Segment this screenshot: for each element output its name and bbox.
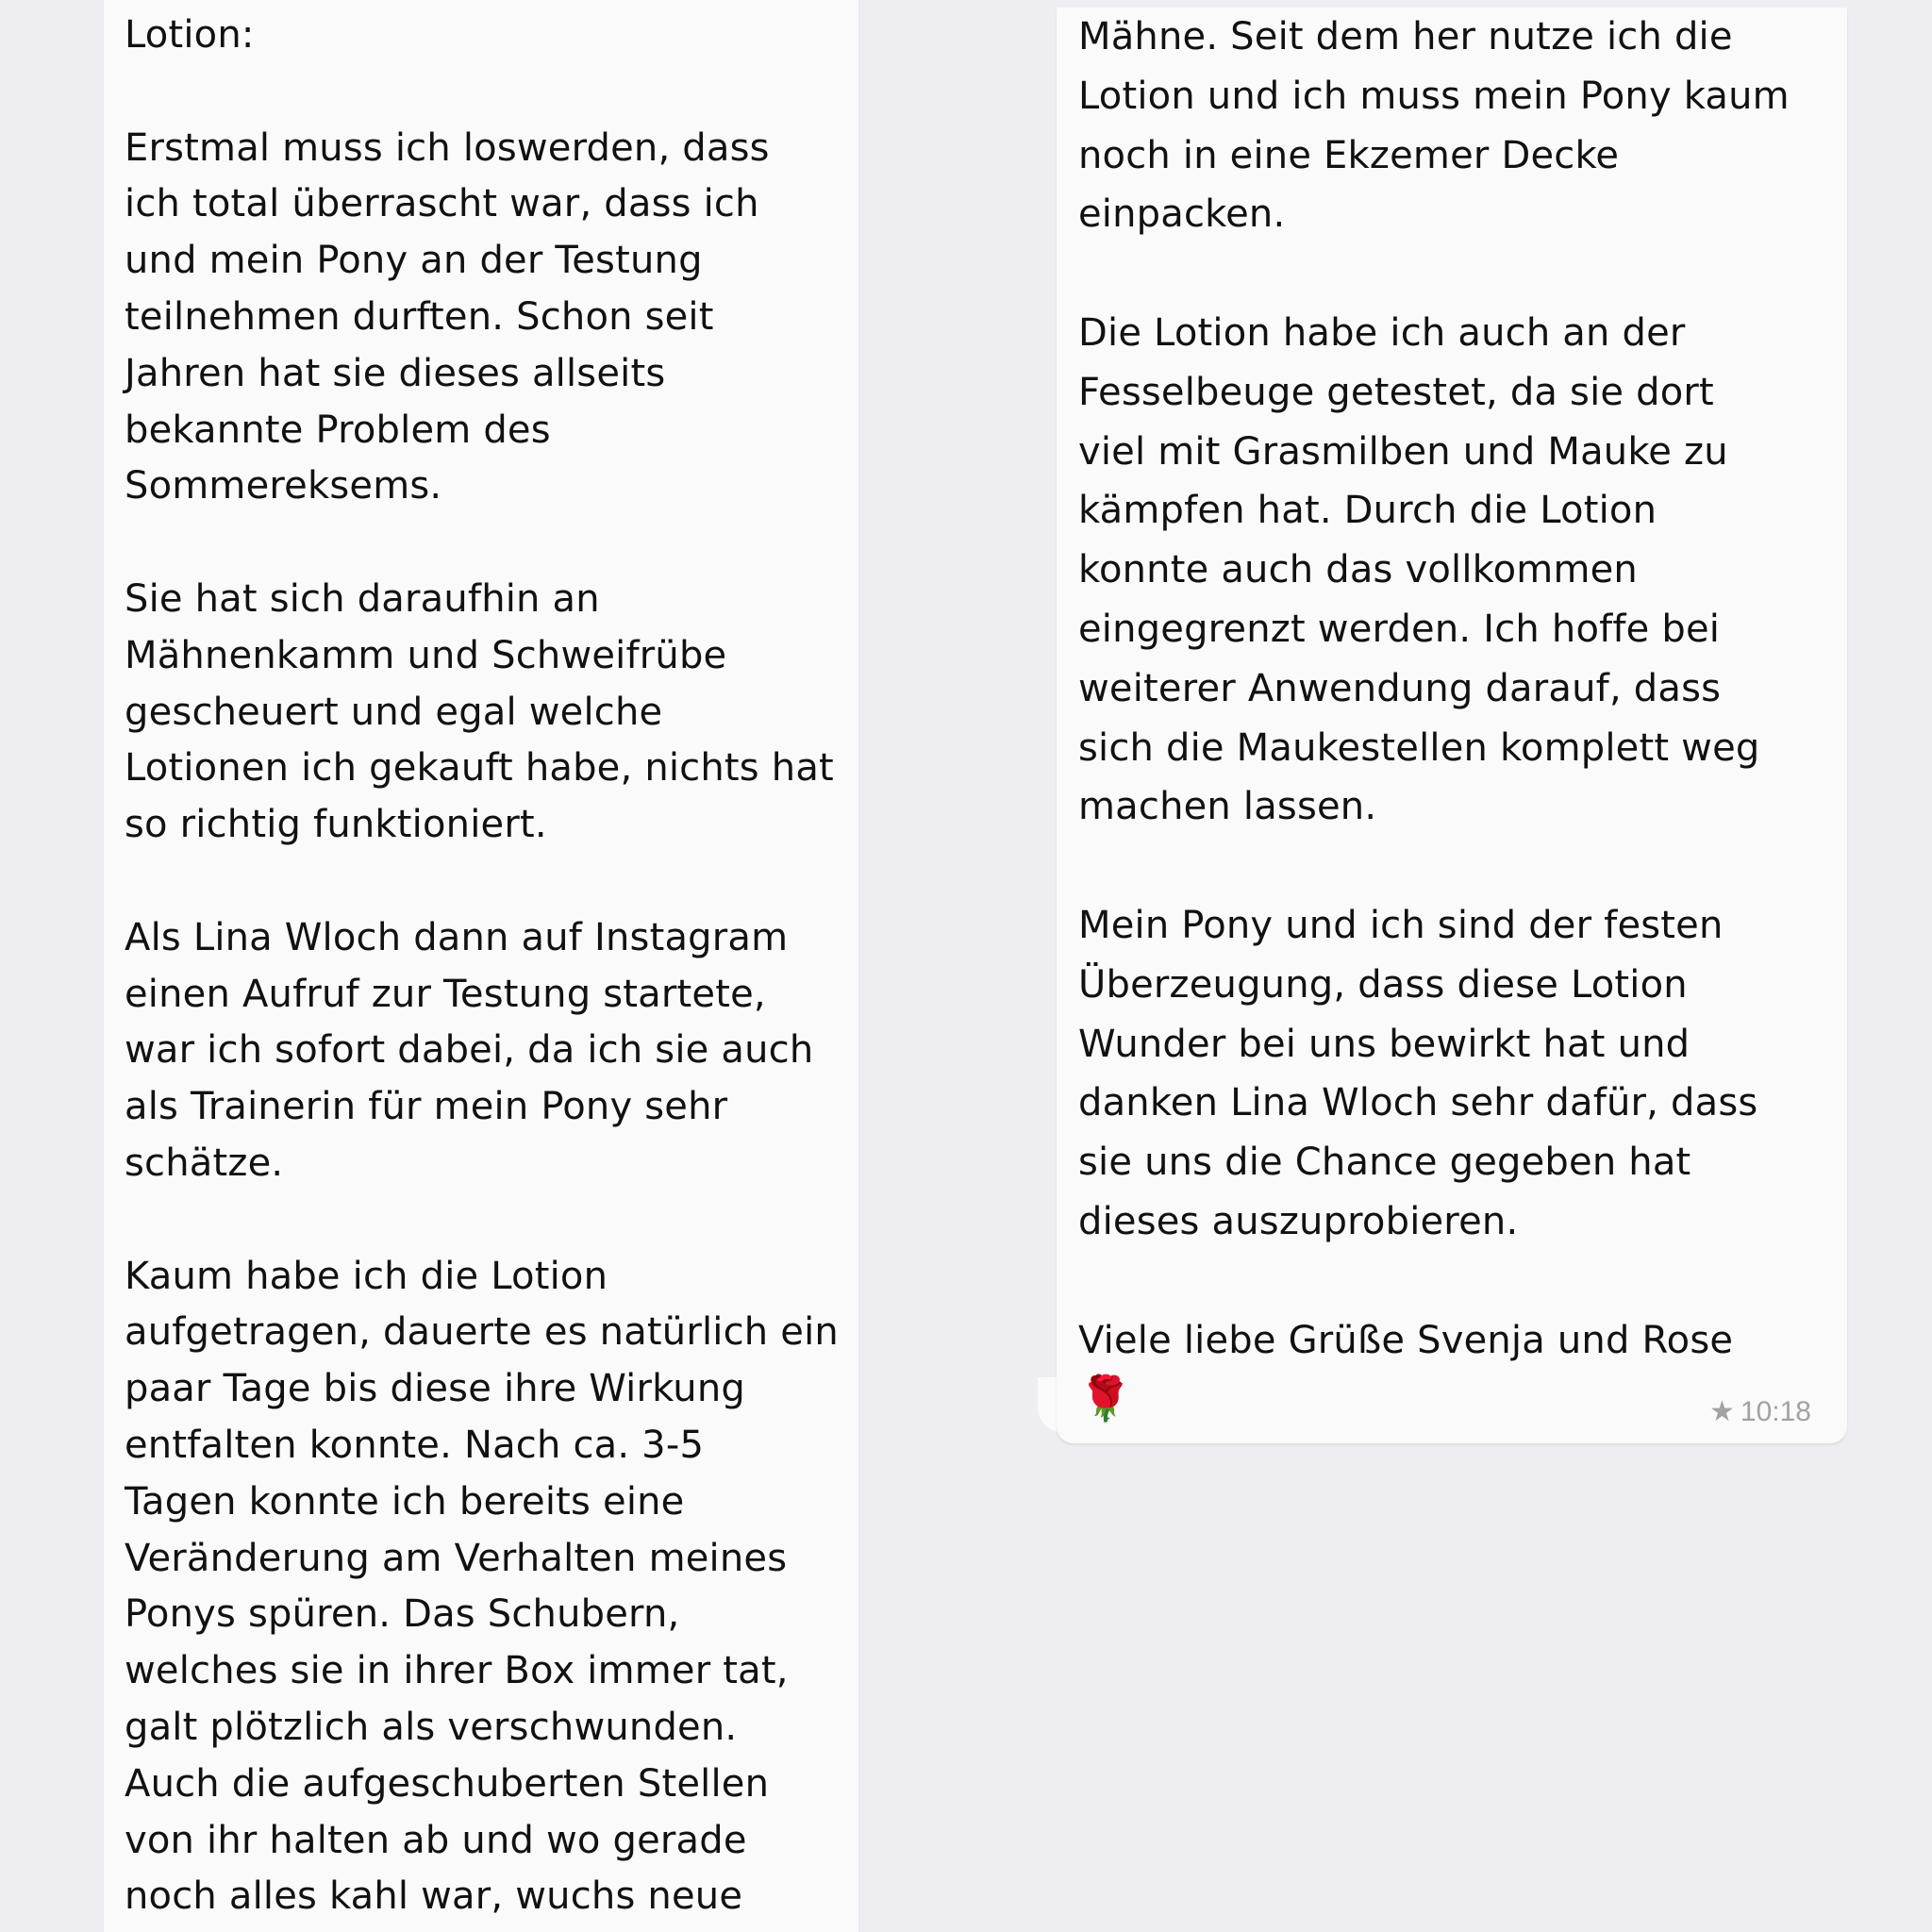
- message-text: Lotion:: [125, 13, 255, 57]
- message-text: Mähne. Seit dem her nutze ich die Lotion und ich muss mein Pony kaum noch in eine Ekzemer Decke einpacken.: [1078, 15, 1790, 237]
- message-bubble-right[interactable]: [1057, 8, 1847, 1443]
- rose-icon: 🌹: [1078, 1373, 1133, 1424]
- message-text: Die Lotion habe ich auch an der Fesselbeuge getestet, da sie dort viel mit Grasmilben und Mauke zu kämpfen hat. Durch die Lotion konnte auch das vollkommen eingegrenzt werden. Ich hoffe bei weiterer Anwendung darauf, dass sich die Maukestellen komplett weg machen lassen.: [1078, 310, 1760, 829]
- paragraph-gap: [125, 1192, 840, 1249]
- paragraph-gap: [1078, 837, 1828, 896]
- message-text: Mein Pony und ich sind der festen Überzeugung, dass diese Lotion Wunder bei uns bewirkt hat und danken Lina Wloch sehr dafür, dass sie uns die Chance gegeben hat dieses auszuprobieren.: [1078, 903, 1758, 1243]
- paragraph-gap: [125, 64, 840, 121]
- message-text: Sie hat sich daraufhin an Mähnenkamm und Schweifrübe gescheuert und egal welche Lotionen ich gekauft habe, nichts hat so richtig funktioniert.: [125, 576, 834, 847]
- paragraph-gap: [125, 854, 840, 910]
- paragraph-gap: [125, 515, 840, 572]
- star-icon: ★: [1709, 1396, 1735, 1427]
- paragraph-gap: [1078, 244, 1828, 304]
- message-meta: [1709, 1395, 1811, 1428]
- message-time: 10:18: [1740, 1395, 1811, 1427]
- message-text: Viele liebe Grüße Svenja und Rose: [1078, 1318, 1734, 1362]
- message-text: Als Lina Wloch dann auf Instagram einen Aufruf zur Testung startete, war ich sofort dabei, da ich sie auch als Trainerin für mein Pony sehr schätze.: [125, 915, 814, 1185]
- message-text: Erstmal muss ich loswerden, dass ich total überrascht war, dass ich und mein Pony an der Testung teilnehmen durften. Schon seit Jahren hat sie dieses allseits bekannte Problem des Sommereksems.: [125, 125, 770, 508]
- message-bubble-left[interactable]: [104, 0, 858, 1932]
- message-text: Kaum habe ich die Lotion aufgetragen, dauerte es natürlich ein paar Tage bis diese ihre Wirkung entfalten konnte. Nach ca. 3-5 Tagen konnte ich bereits eine Veränderung am Verhalten meines Ponys spüren. Das Schubern, welches sie in ihrer Box immer tat, galt plötzlich als verschwunden. Auch die aufgeschuberten Stellen von ihr halten ab und wo gerade noch alles kahl war, wuchs neue: [125, 1254, 839, 1919]
- paragraph-gap: [1078, 1252, 1828, 1311]
